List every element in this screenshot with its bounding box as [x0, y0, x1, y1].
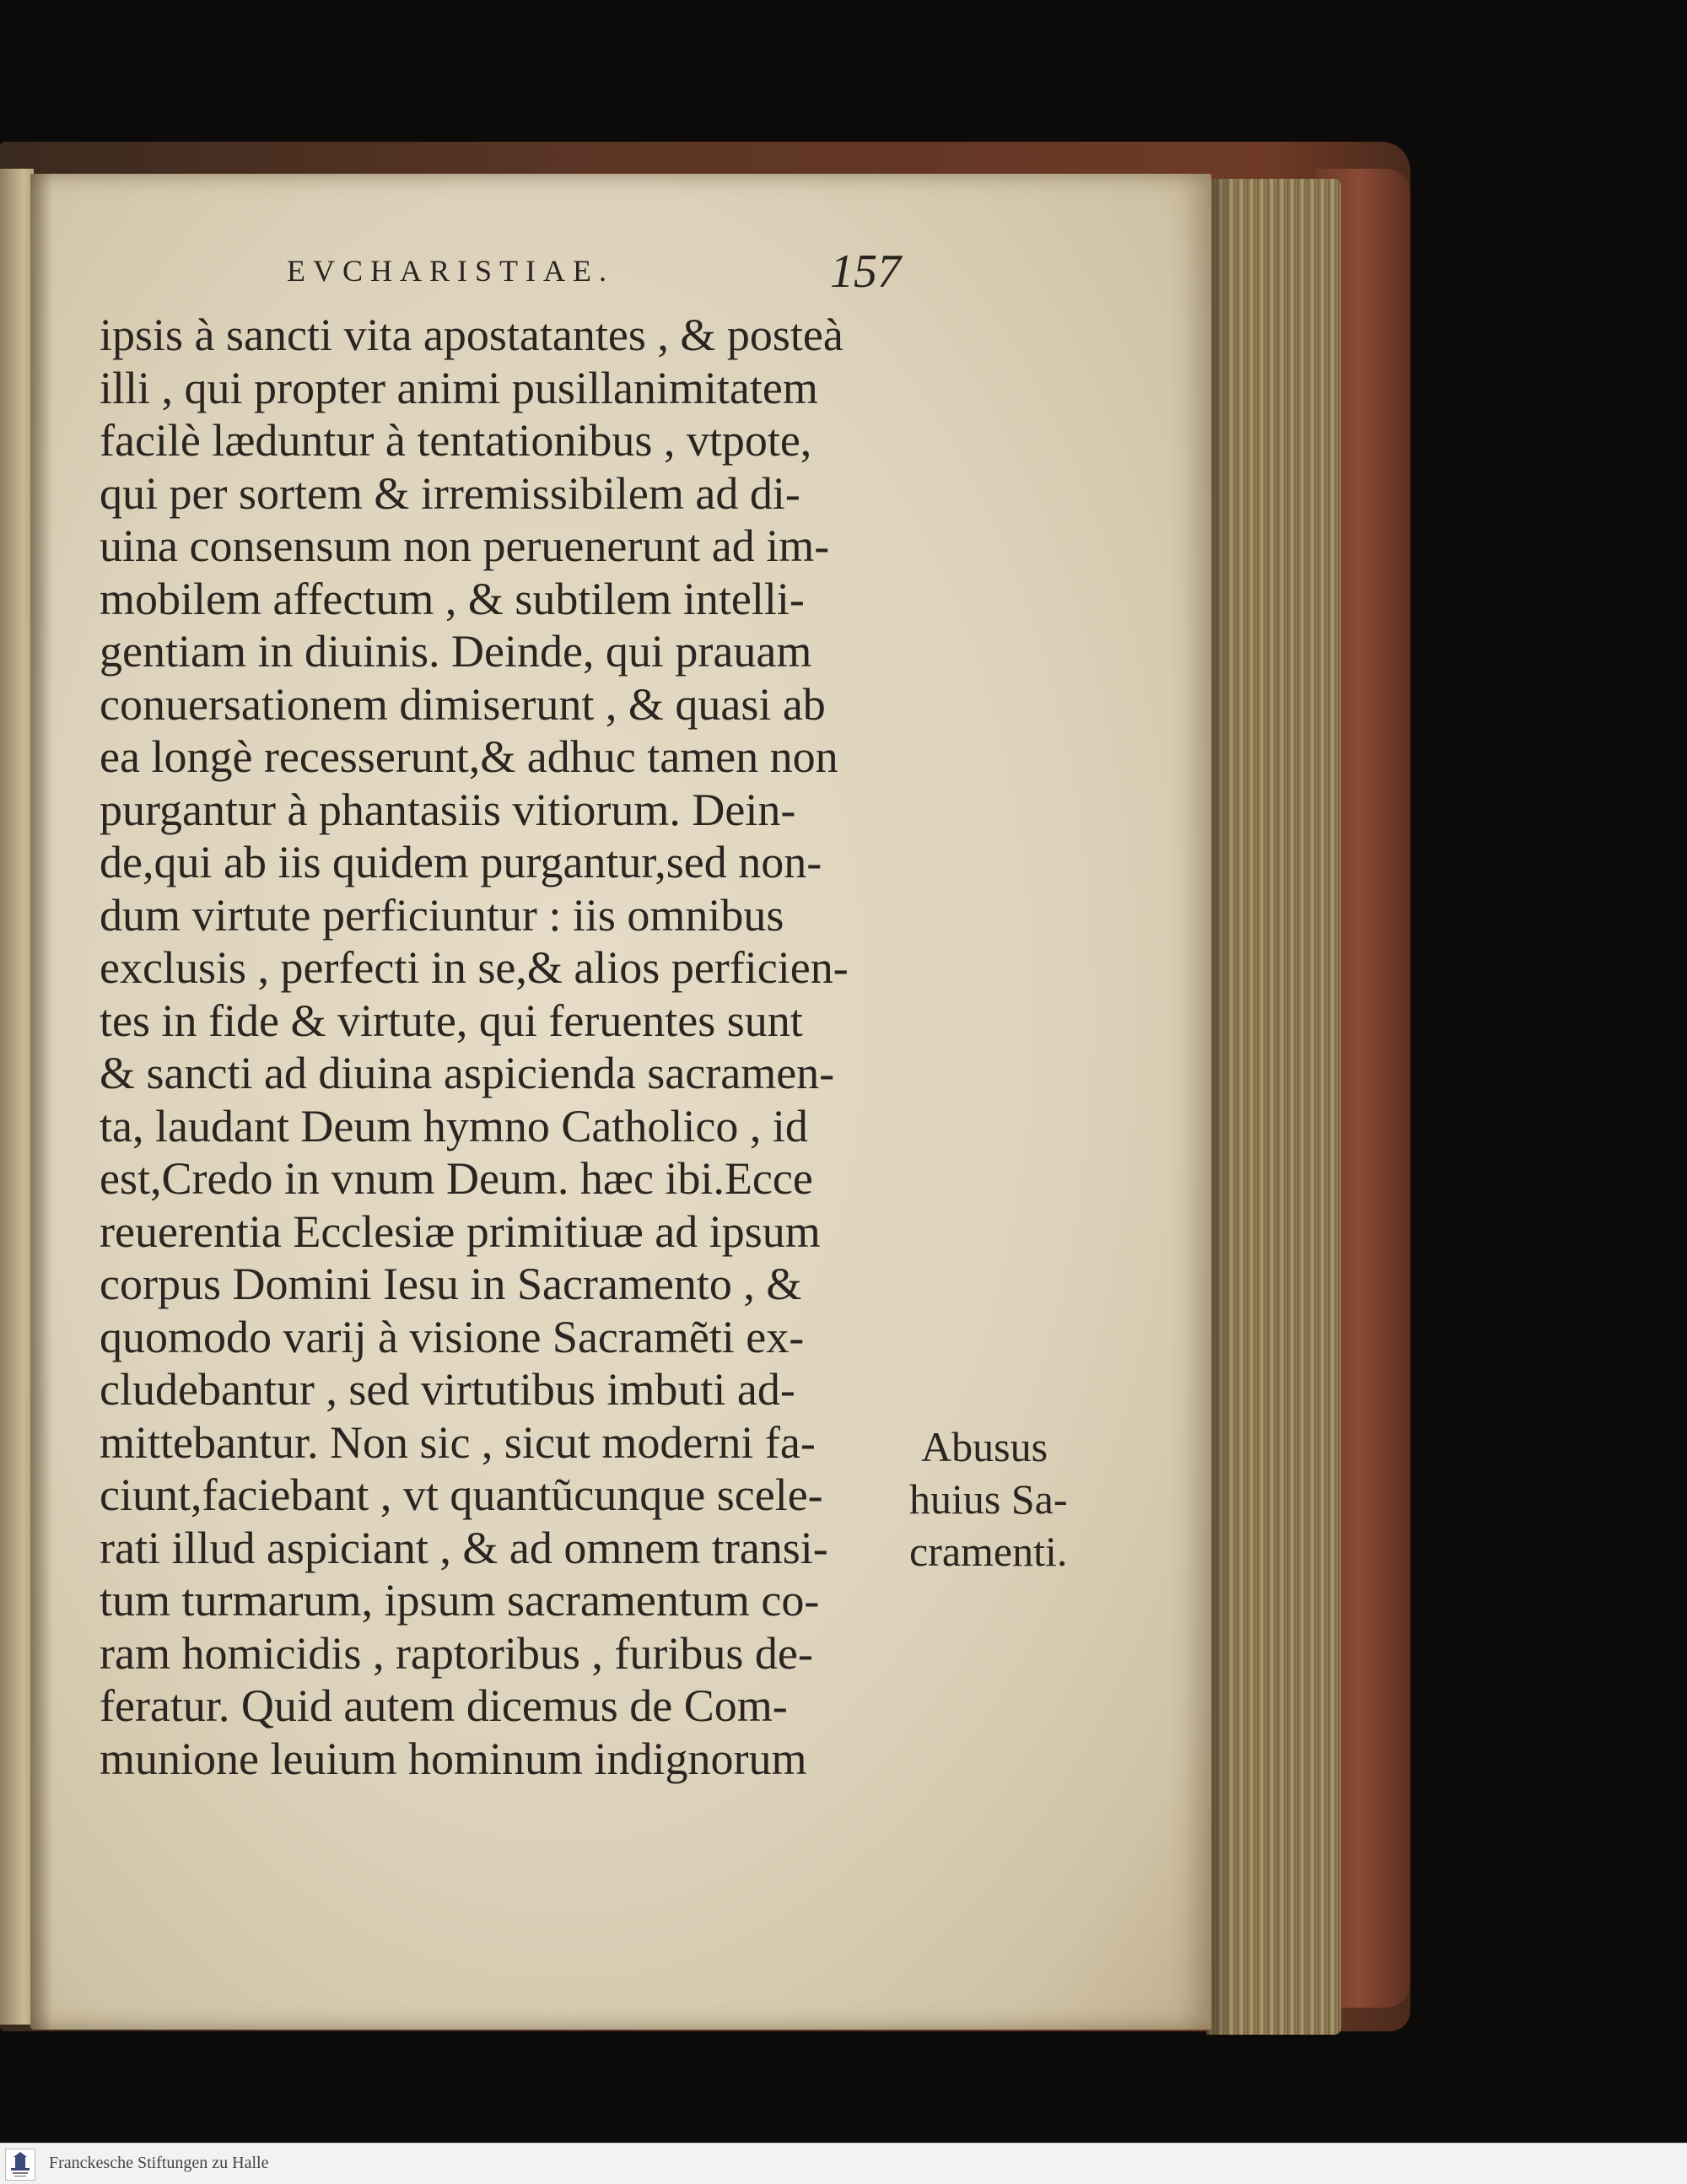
- text-line: qui per sortem & irremissibilem ad di-: [100, 467, 800, 519]
- text-line: tes in fide & virtute, qui feruentes sunt: [100, 995, 803, 1046]
- text-line: feratur. Quid autem dicemus de Com-: [100, 1680, 788, 1731]
- margin-note-line: Abusus: [921, 1423, 1048, 1470]
- franckesche-stiftungen-logo-icon[interactable]: [5, 2149, 35, 2181]
- text-line: ciunt,faciebant , vt quantũcunque scele-: [100, 1469, 823, 1520]
- text-line: purgantur à phantasiis vitiorum. Dein-: [100, 784, 796, 835]
- text-line: ram homicidis , raptoribus , furibus de-: [100, 1627, 813, 1679]
- previous-page-edge: [0, 169, 34, 2025]
- margin-note-line: huius Sa-: [909, 1475, 1068, 1523]
- text-line: mobilem affectum , & subtilem intelli-: [100, 573, 805, 624]
- text-line: conuersationem dimiserunt , & quasi ab: [100, 678, 826, 730]
- gutter-shadow: [30, 174, 52, 2030]
- text-line: ipsis à sancti vita apostatantes , & posteà: [100, 310, 844, 360]
- text-line: dum virtute perficiuntur : iis omnibus: [100, 889, 784, 941]
- text-line: & sancti ad diuina aspicienda sacramen-: [100, 1048, 835, 1098]
- text-line: de,qui ab iis quidem purgantur,sed non-: [100, 837, 822, 887]
- text-line: est,Credo in vnum Deum. hæc ibi.Ecce: [100, 1153, 813, 1204]
- text-line: tum turmarum, ipsum sacramentum co-: [100, 1575, 820, 1626]
- text-line: reuerentia Ecclesiæ primitiuæ ad ipsum: [100, 1205, 821, 1257]
- text-line: gentiam in diuinis. Deinde, qui prauam: [100, 626, 812, 677]
- page-number: 157: [830, 245, 901, 298]
- text-line: facilè læduntur à tentationibus , vtpote,: [100, 415, 812, 466]
- text-line: corpus Domini Iesu in Sacramento , &: [100, 1259, 802, 1309]
- margin-note-line: cramenti.: [909, 1528, 1068, 1575]
- margin-note: [909, 1421, 1129, 1577]
- text-line: rati illud aspiciant , & ad omnem transi-: [100, 1522, 828, 1573]
- body-text: [100, 309, 926, 1785]
- running-head: EVCHARISTIAE.: [287, 254, 614, 288]
- text-line: ta, laudant Deum hymno Catholico , id: [100, 1100, 808, 1151]
- text-line: uina consensum non peruenerunt ad im-: [100, 520, 830, 571]
- text-line: mittebantur. Non sic , sicut moderni fa-: [100, 1416, 816, 1468]
- text-line: exclusis , perfecti in se,& alios perficien-: [100, 942, 849, 993]
- text-line: ea longè recesserunt,& adhuc tamen non: [100, 731, 838, 782]
- text-line: illi , qui propter animi pusillanimitatem: [100, 362, 818, 413]
- text-line: quomodo varij à visione Sacramẽti ex-: [100, 1311, 805, 1362]
- text-line: munione leuium hominum indignorum: [100, 1733, 807, 1784]
- footer-bar: [0, 2143, 1687, 2184]
- footer-institution[interactable]: Franckesche Stiftungen zu Halle: [49, 2154, 269, 2172]
- text-line: cludebantur , sed virtutibus imbuti ad-: [100, 1364, 795, 1415]
